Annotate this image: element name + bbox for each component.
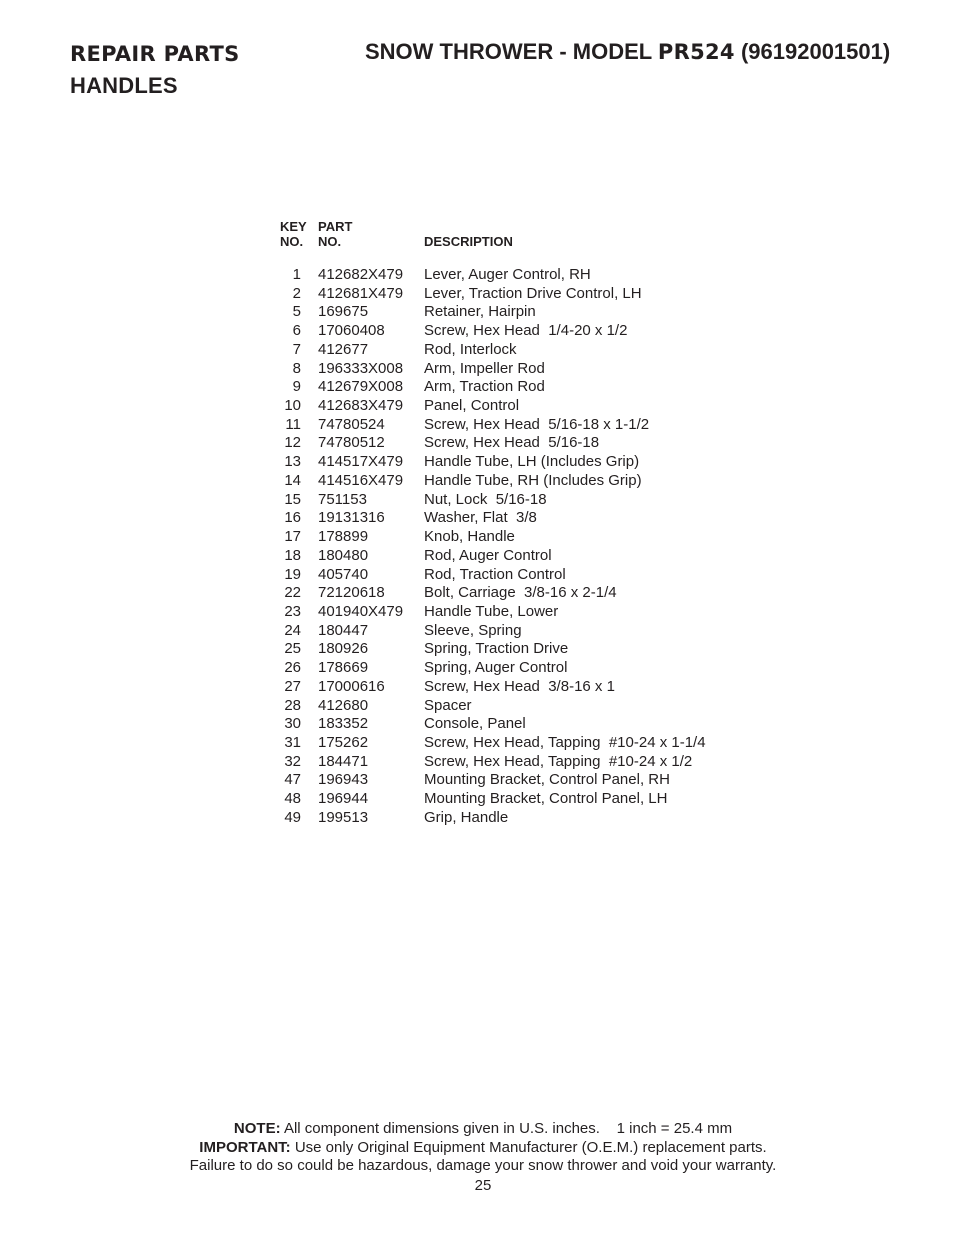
part-number-cell: 180480 <box>318 546 369 564</box>
part-number-cell: 412677 <box>318 340 369 358</box>
description-cell: Screw, Hex Head, Tapping #10-24 x 1-1/4 <box>424 733 706 751</box>
part-number-cell: 414516X479 <box>318 471 404 489</box>
description-cell: Knob, Handle <box>424 528 515 546</box>
key-cell: 17 <box>284 528 301 546</box>
key-cell: 12 <box>284 434 301 452</box>
description-cell: Mounting Bracket, Control Panel, LH <box>424 790 668 808</box>
part-number-cell: 405740 <box>318 565 369 583</box>
key-cell: 31 <box>284 733 301 751</box>
key-cell: 32 <box>284 752 301 770</box>
page-number: 25 <box>474 1177 492 1194</box>
column-header-key <box>280 219 318 266</box>
table-row <box>280 491 706 510</box>
table-row <box>280 416 706 435</box>
key-cell: 15 <box>284 490 301 508</box>
table-row <box>280 378 706 397</box>
footer-notes <box>0 1120 954 1176</box>
important-text: Use only Original Equipment Manufacturer (O.E.M.) replacement parts. <box>294 1138 767 1156</box>
key-cell: 25 <box>284 640 301 658</box>
parts-table-body <box>280 266 706 828</box>
part-number-cell: 184471 <box>318 752 369 770</box>
description-cell: Grip, Handle <box>424 808 509 826</box>
part-number-cell: 74780524 <box>318 415 385 433</box>
key-cell: 23 <box>284 602 301 620</box>
part-number-cell: 17060408 <box>318 322 385 340</box>
part-number-cell: 178899 <box>318 528 369 546</box>
key-cell: 47 <box>284 771 301 789</box>
table-row <box>280 753 706 772</box>
part-number-cell: 412682X479 <box>318 266 404 283</box>
subsection-title: HANDLES <box>70 73 178 98</box>
note-line <box>0 1120 954 1139</box>
description-cell: Bolt, Carriage 3/8-16 x 2-1/4 <box>424 584 617 602</box>
description-cell: Console, Panel <box>424 715 526 733</box>
description-cell: Rod, Auger Control <box>424 546 552 564</box>
description-cell: Arm, Impeller Rod <box>424 359 545 377</box>
key-cell: 11 <box>285 415 301 433</box>
key-cell: 7 <box>292 340 301 358</box>
table-row <box>280 285 706 304</box>
key-cell: 1 <box>292 266 301 283</box>
key-cell: 9 <box>292 378 301 396</box>
description-cell: Screw, Hex Head 5/16-18 x 1-1/2 <box>424 415 650 433</box>
section-title: REPAIR PARTS <box>70 42 240 66</box>
note-label: NOTE: <box>233 1120 281 1137</box>
column-header-part <box>318 219 424 266</box>
section-heading <box>70 38 240 102</box>
description-cell: Spacer <box>424 696 472 714</box>
column-header-key-line1: KEY <box>280 219 307 234</box>
table-row <box>280 528 706 547</box>
part-number-cell: 178669 <box>318 659 369 677</box>
part-number-cell: 199513 <box>318 808 369 826</box>
table-row <box>280 584 706 603</box>
part-number-cell: 414517X479 <box>318 453 404 471</box>
part-number-cell: 74780512 <box>318 434 385 452</box>
part-number-cell: 19131316 <box>318 509 385 527</box>
part-number-cell: 412679X008 <box>318 378 404 396</box>
description-cell: Lever, Traction Drive Control, LH <box>424 284 642 302</box>
part-number-cell: 180926 <box>318 640 369 658</box>
note-text: All component dimensions given in U.S. inches. 1 inch = 25.4 mm <box>283 1120 733 1137</box>
table-row <box>280 622 706 641</box>
key-cell: 8 <box>292 359 301 377</box>
part-number-cell: 412681X479 <box>318 284 404 302</box>
key-cell: 24 <box>284 621 301 639</box>
description-cell: Washer, Flat 3/8 <box>424 509 537 527</box>
key-cell: 22 <box>284 584 301 602</box>
column-header-part-line2: NO. <box>318 234 342 249</box>
table-row <box>280 397 706 416</box>
product-name: SNOW THROWER - MODEL <box>365 39 652 64</box>
key-cell: 30 <box>284 715 301 733</box>
table-row <box>280 734 706 753</box>
column-header-description: DESCRIPTION <box>424 234 513 249</box>
description-cell: Panel, Control <box>424 397 520 415</box>
table-row <box>280 453 706 472</box>
description-cell: Arm, Traction Rod <box>424 378 545 396</box>
table-row <box>280 566 706 585</box>
part-number-cell: 412683X479 <box>318 397 404 415</box>
part-number-cell: 17000616 <box>318 677 385 695</box>
table-row <box>280 303 706 322</box>
description-cell: Screw, Hex Head 5/16-18 <box>424 434 600 452</box>
table-header-row <box>280 219 706 266</box>
description-cell: Spring, Traction Drive <box>424 640 569 658</box>
model-name: PR524 <box>657 40 735 64</box>
product-heading <box>365 38 890 66</box>
table-row <box>280 547 706 566</box>
description-cell: Rod, Interlock <box>424 340 517 358</box>
key-cell: 10 <box>284 397 301 415</box>
key-cell: 27 <box>284 677 301 695</box>
part-number-cell: 196333X008 <box>318 359 404 377</box>
table-row <box>280 472 706 491</box>
table-row <box>280 809 706 828</box>
key-cell: 14 <box>284 471 301 489</box>
table-row <box>280 678 706 697</box>
table-row <box>280 790 706 809</box>
key-cell: 49 <box>284 808 301 826</box>
part-number-cell: 72120618 <box>318 584 385 602</box>
part-number-cell: 196943 <box>318 771 369 789</box>
table-row <box>280 697 706 716</box>
key-cell: 13 <box>284 453 301 471</box>
description-cell: Handle Tube, Lower <box>424 602 559 620</box>
table-row <box>280 322 706 341</box>
description-cell: Handle Tube, LH (Includes Grip) <box>424 453 640 471</box>
part-number-cell: 169675 <box>318 303 369 321</box>
table-row <box>280 659 706 678</box>
part-number-cell: 196944 <box>318 790 369 808</box>
part-number-cell: 175262 <box>318 733 369 751</box>
table-row <box>280 360 706 379</box>
important-label: IMPORTANT: <box>199 1138 291 1156</box>
description-cell: Lever, Auger Control, RH <box>424 266 591 283</box>
part-number-cell: 180447 <box>318 621 369 639</box>
table-row <box>280 341 706 360</box>
description-cell: Sleeve, Spring <box>424 621 522 639</box>
description-cell: Spring, Auger Control <box>424 659 568 677</box>
warning-line: Failure to do so could be hazardous, damage your snow thrower and void your warranty. <box>189 1157 777 1174</box>
part-number-cell: 412680 <box>318 696 369 714</box>
key-cell: 26 <box>284 659 301 677</box>
part-number-cell: 183352 <box>318 715 369 733</box>
part-number-cell: 401940X479 <box>318 602 404 620</box>
description-cell: Rod, Traction Control <box>424 565 566 583</box>
table-row <box>280 434 706 453</box>
key-cell: 18 <box>284 546 301 564</box>
part-number-cell: 751153 <box>318 490 367 508</box>
key-cell: 5 <box>292 303 301 321</box>
description-cell: Screw, Hex Head, Tapping #10-24 x 1/2 <box>424 752 693 770</box>
description-cell: Handle Tube, RH (Includes Grip) <box>424 471 642 489</box>
description-cell: Screw, Hex Head 3/8-16 x 1 <box>424 677 615 695</box>
table-row <box>280 715 706 734</box>
description-cell: Nut, Lock 5/16-18 <box>424 490 547 508</box>
model-number: (96192001501) <box>740 39 891 64</box>
important-line <box>0 1139 954 1158</box>
key-cell: 16 <box>284 509 301 527</box>
description-cell: Retainer, Hairpin <box>424 303 536 321</box>
table-row <box>280 509 706 528</box>
key-cell: 48 <box>284 790 301 808</box>
table-row <box>280 266 706 285</box>
table-row <box>280 771 706 790</box>
description-cell: Screw, Hex Head 1/4-20 x 1/2 <box>424 322 628 340</box>
table-row <box>280 603 706 622</box>
column-header-key-line2: NO. <box>280 234 304 249</box>
parts-table <box>280 219 706 828</box>
description-cell: Mounting Bracket, Control Panel, RH <box>424 771 670 789</box>
key-cell: 28 <box>284 696 301 714</box>
key-cell: 6 <box>292 322 301 340</box>
key-cell: 19 <box>284 565 301 583</box>
column-header-part-line1: PART <box>318 219 353 234</box>
table-row <box>280 640 706 659</box>
key-cell: 2 <box>292 284 301 302</box>
